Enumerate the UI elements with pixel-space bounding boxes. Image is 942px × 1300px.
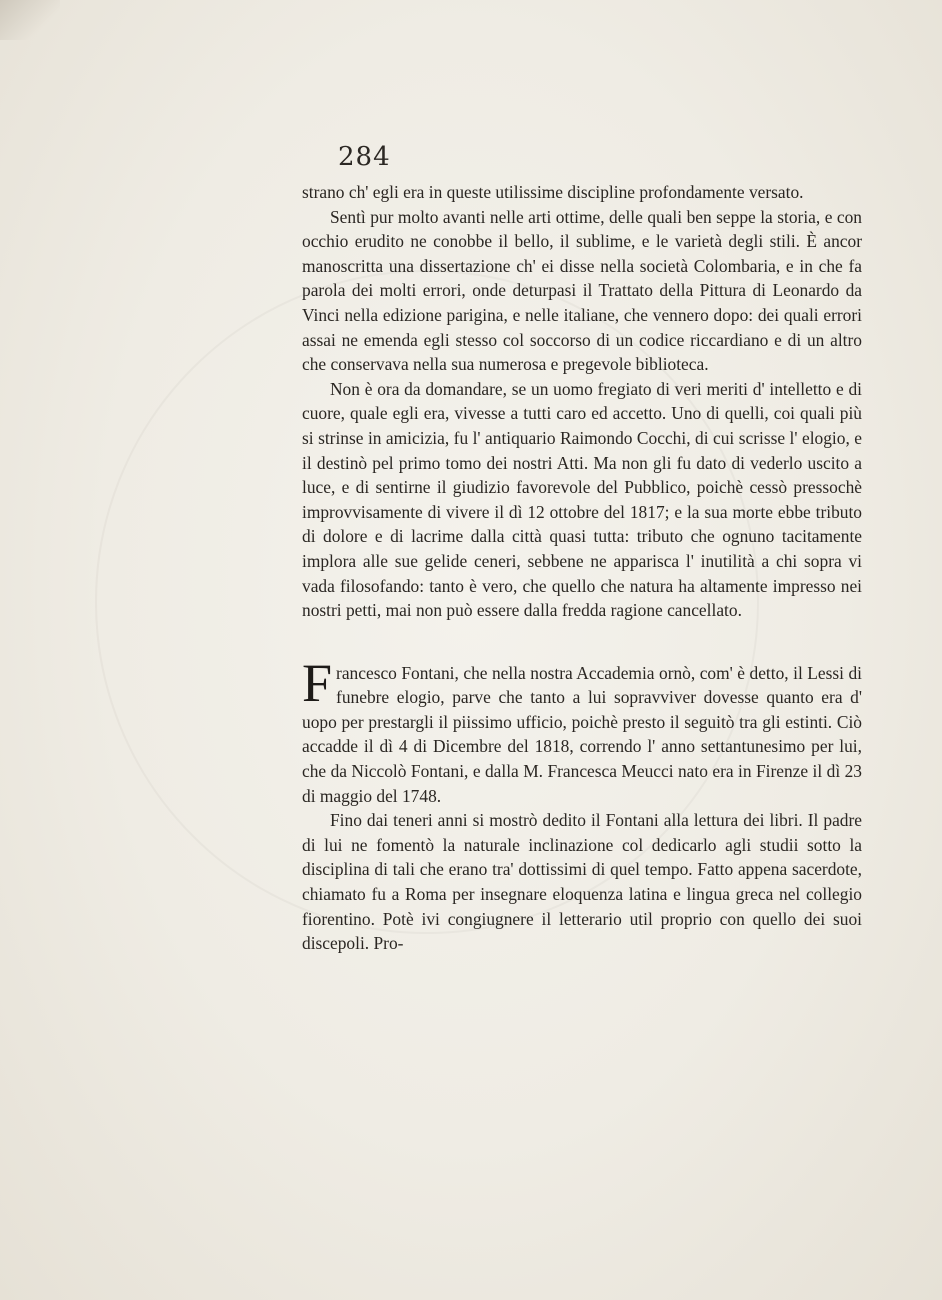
section-fontani (302, 652, 862, 956)
paragraph-arts: Sentì pur molto avanti nelle arti ottime, delle quali ben seppe la storia, e con occhio erudito ne conobbe il bello, il sublime, e le varietà degli stili. È ancor manoscritta una dissertazione ch' ei disse nella società Colombaria, e in che fa parola dei molti errori, onde deturpasi il Trattato della Pittura di Leonardo da Vinci nella edizione parigina, e nelle italiane, che vennero dopo: dei quali errori assai ne emenda egli stesso col soccorso di un codice riccardiano e di un altro che conservava nella sua numerosa e pregevole biblioteca. (302, 206, 862, 375)
paragraph-continuation: strano ch' egli era in queste utilissime discipline profondamente versato. (302, 182, 804, 202)
drop-cap: F (302, 652, 333, 713)
paragraph-fontani-youth: Fino dai teneri anni si mostrò dedito il Fontani alla lettura dei libri. Il padre di lui ne fomentò la naturale inclinazione col dedicarlo agli studii sotto la disciplina di tali che erano tra' dottissimi di quel tempo. Fatto appena sacerdote, chiamato fu a Roma per insegnare eloquenza latina e lingua greca nel collegio fiorentino. Potè ivi congiugnere il letterario util proprio con quello dei suoi discepoli. Pro- (302, 810, 862, 954)
paragraph-fontani-intro (302, 652, 862, 809)
section-gap (302, 623, 862, 661)
page-corner-shadow (0, 0, 60, 40)
paragraph-fontani-intro-text: rancesco Fontani, che nella nostra Accademia ornò, com' è detto, il Lessi di funebre elogio, parve che tanto a lui sopravviver dovesse quanto era d' uopo per prestargli il piissimo ufficio, poichè presto il seguitò tra gli estinti. Ciò accadde il dì 4 di Dicembre del 1818, correndo l' anno settantunesimo per lui, che da Niccolò Fontani, e dalla M. Francesca Meucci nato era in Firenze il dì 23 di maggio del 1748. (302, 662, 862, 806)
page-number: 284 (338, 142, 391, 172)
paragraph-death: Non è ora da domandare, se un uomo fregiato di veri meriti d' intelletto e di cuore, quale egli era, vivesse a tutti caro ed accetto. Uno di quelli, coi quali più si strinse in amicizia, fu l' antiquario Raimondo Cocchi, di cui scrisse l' elogio, e il destinò pel primo tomo dei nostri Atti. Ma non gli fu dato di vederlo uscito a luce, e di sentirne il giudizio favorevole del Pubblico, poichè cessò pressochè improvvisamente di vivere il dì 12 ottobre del 1817; e la sua morte ebbe tributo di dolore e di lacrime dalla città quasi tutta: tributo che ognuno tacitamente implora alle sue gelide ceneri, sebbene ne apparisca l' inutilità a chi sopra vi vada filosofando: tanto è vero, che quello che natura ha altamente impresso nei nostri petti, mai non può essere dalla fredda ragione cancellato. (302, 378, 862, 621)
body-text (302, 180, 862, 956)
